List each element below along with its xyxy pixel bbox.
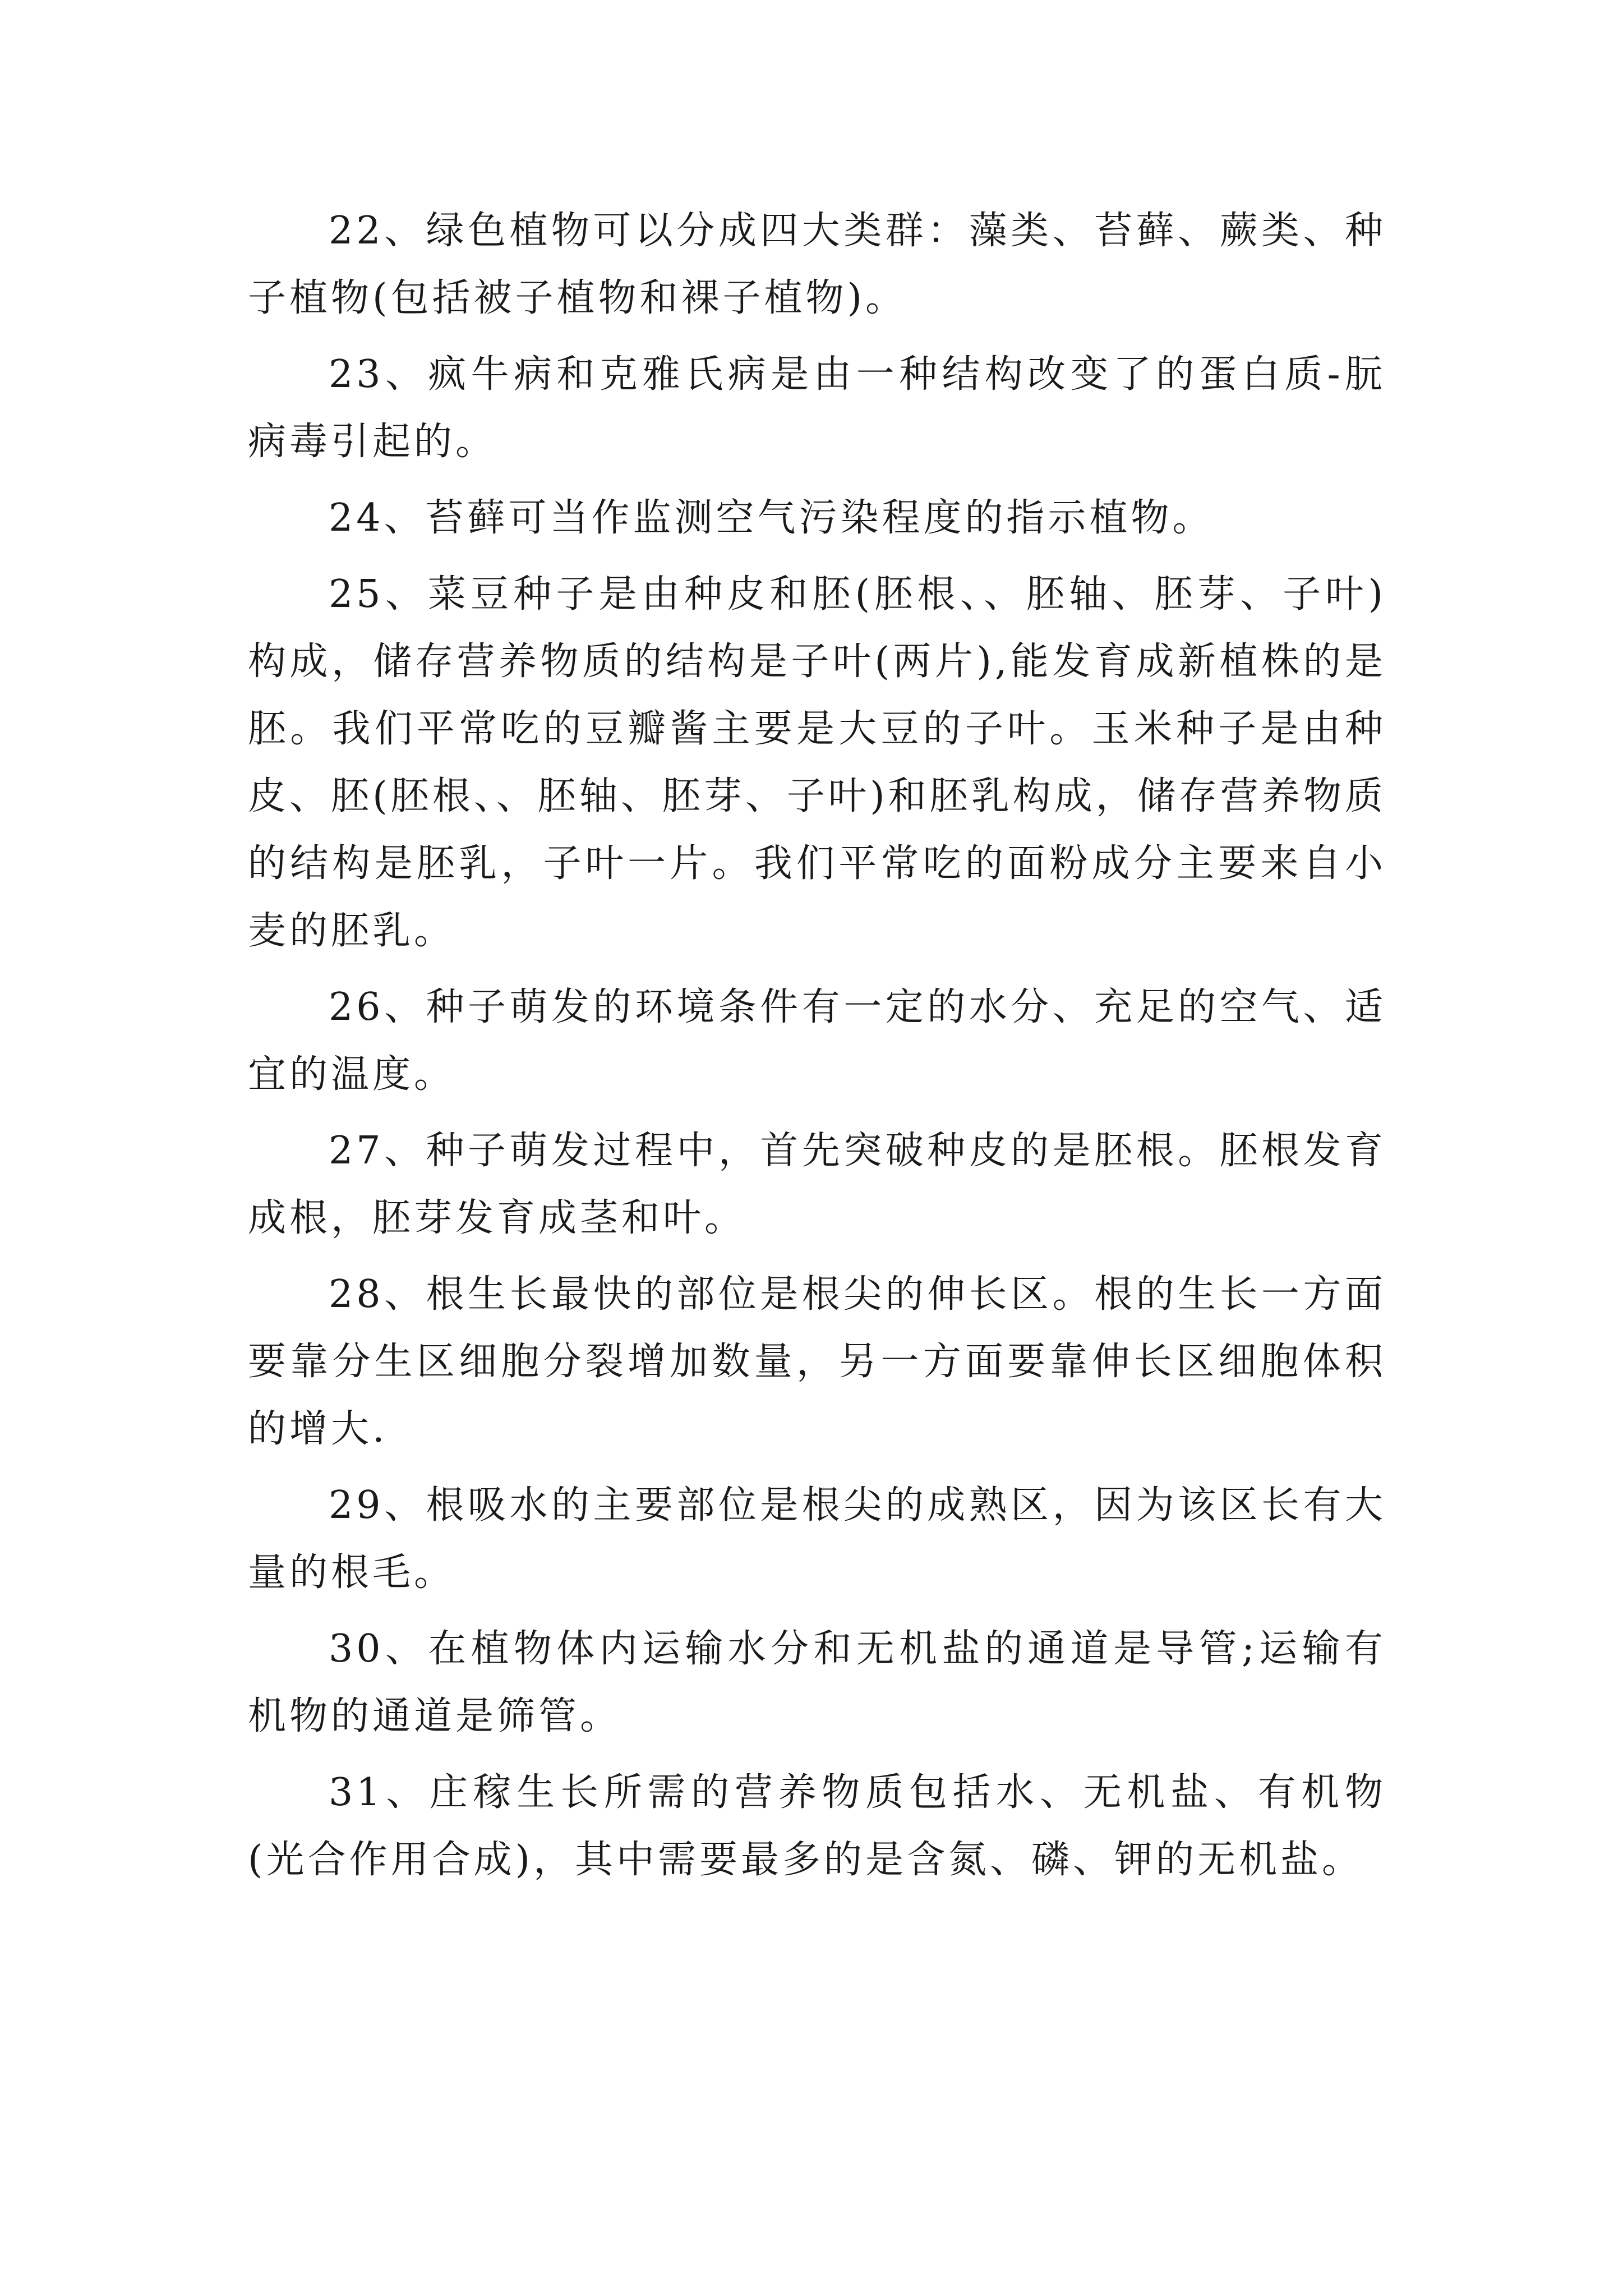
paragraph-26: 26、种子萌发的环境条件有一定的水分、充足的空气、适宜的温度。 xyxy=(248,985,1386,1097)
paragraph-25: 25、菜豆种子是由种皮和胚(胚根、、胚轴、胚芽、子叶)构成，储存营养物质的结构是子叶(两片),能发育成新植株的是胚。我们平常吃的豆瓣酱主要是大豆的子叶。玉米种子是由种皮、胚(胚根、、胚轴、胚芽、子叶)和胚乳构成，储存营养物质的结构是胚乳，子叶一片。我们平常吃的面粉成分主要来自小麦的胚乳。 xyxy=(248,572,1386,953)
paragraph-31: 31、庄稼生长所需的营养物质包括水、无机盐、有机物(光合作用合成)，其中需要最多的是含氮、磷、钾的无机盐。 xyxy=(248,1770,1386,1882)
paragraph-23: 23、疯牛病和克雅氏病是由一种结构改变了的蛋白质-朊病毒引起的。 xyxy=(248,352,1386,464)
paragraph-27: 27、种子萌发过程中，首先突破种皮的是胚根。胚根发育成根，胚芽发育成茎和叶。 xyxy=(248,1129,1386,1240)
paragraph-28: 28、根生长最快的部位是根尖的伸长区。根的生长一方面要靠分生区细胞分裂增加数量，另一方面要靠伸长区细胞体积的增大. xyxy=(248,1272,1386,1451)
paragraph-30: 30、在植物体内运输水分和无机盐的通道是导管;运输有机物的通道是筛管。 xyxy=(248,1627,1386,1738)
paragraph-29: 29、根吸水的主要部位是根尖的成熟区，因为该区长有大量的根毛。 xyxy=(248,1483,1386,1595)
paragraph-24: 24、苔藓可当作监测空气污染程度的指示植物。 xyxy=(329,496,1214,540)
document-body xyxy=(248,197,1386,1903)
paragraph-22: 22、绿色植物可以分成四大类群：藻类、苔藓、蕨类、种子植物(包括被子植物和裸子植物)。 xyxy=(248,209,1386,320)
